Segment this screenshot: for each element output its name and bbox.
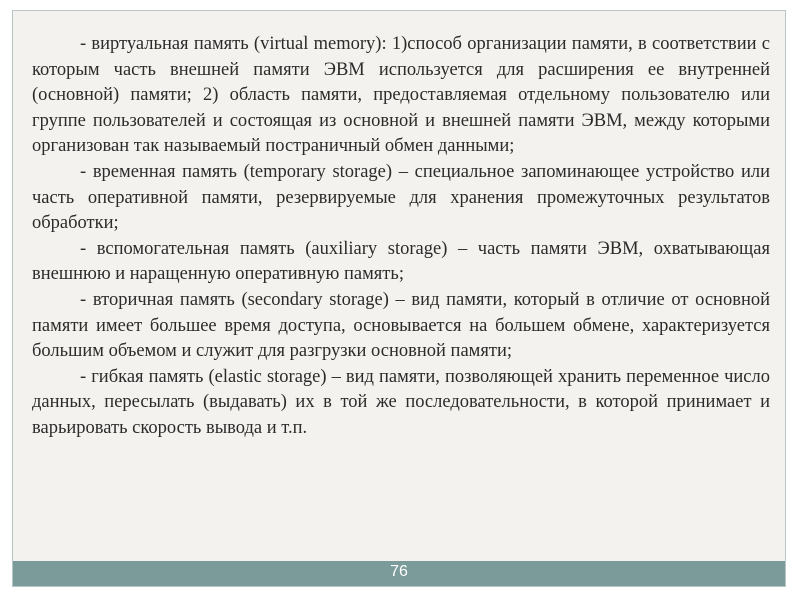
paragraph-secondary-storage: - вторичная память (secondary storage) – вид памяти, который в отличие от основной памяти имеет большее время доступа, основывается на большем обмене, характеризуется большим объемом и служит для разгрузки основной памяти;	[32, 289, 770, 362]
footer-bar	[13, 561, 785, 586]
paragraph-auxiliary-storage: - вспомогательная память (auxiliary storage) – часть памяти ЭВМ, охватывающая внешнюю и наращенную оперативную память;	[32, 238, 770, 285]
slide-text-body	[32, 32, 770, 442]
paragraph-temporary-storage: - временная память (temporary storage) – специальное запоминающее устройство или часть оперативной памяти, резервируемые для хранения промежуточных результатов обработки;	[32, 161, 770, 234]
paragraph-virtual-memory: - виртуальная память (virtual memory): 1)способ организации памяти, в соответствии с которым часть внешней памяти ЭВМ используется для расширения ее внутренней (основной) памяти; 2) область памяти, предоставляемая отдельному пользователю или группе пользователей и состоящая из основной и внешней памяти ЭВМ, между которыми организован так называемый постраничный обмен данными;	[32, 34, 770, 157]
paragraph-elastic-storage: - гибкая память (elastic storage) – вид памяти, позволяющей хранить переменное число данных, пересылать (выдавать) их в той же последовательности, в которой принимает и варьировать скорость вывода и т.п.	[32, 366, 770, 438]
page-number: 76	[390, 563, 408, 580]
slide	[12, 10, 786, 587]
